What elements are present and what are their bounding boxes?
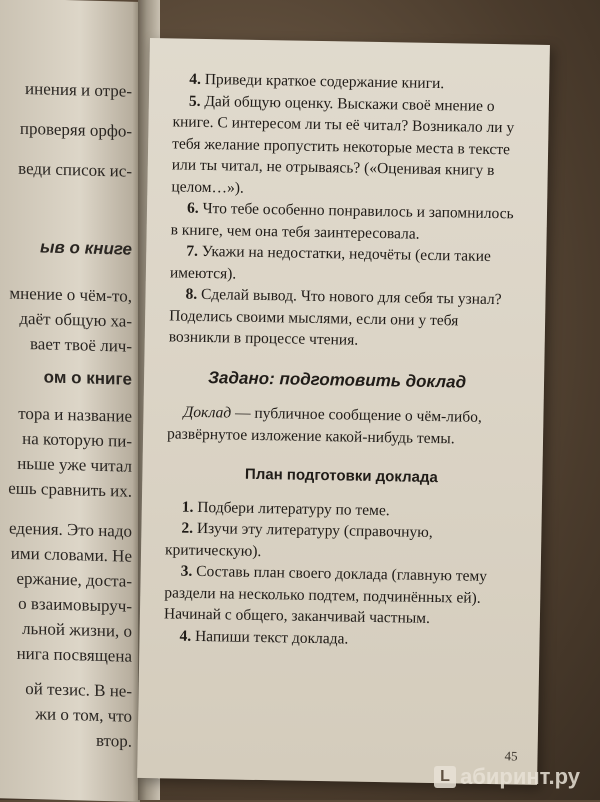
plan-item-text: Напиши текст доклада. [194,627,349,648]
page-number: 45 [504,748,518,764]
plan-item-number: 2. [181,519,194,537]
question-item-text: Что тебе особенно понравилось и запомнилось в книге, чем она тебя заинтересовала. [170,199,514,243]
left-page-line: о взаимовыруч- [18,593,132,616]
question-item-text: Дай общую оценку. Выскажи своё мнение о книге. С интересом ли ты её читал? Возникало ли у тебя желание пропустить некоторые места в тексте или ты читал, не отрываясь? («Оценивая книгу в целом…»). [171,92,515,197]
definition [167,401,518,450]
watermark [434,764,580,790]
left-page-line: льной жизни, о [22,618,132,641]
left-page [0,0,140,802]
plan-item-number: 1. [181,498,194,516]
left-page-line: мнение о чём-то, [9,283,132,306]
question-item-number: 7. [186,242,199,260]
left-page-line: ньше уже читал [17,453,132,476]
section-title: Задано: подготовить доклад [207,367,467,392]
plan-item-number: 3. [180,562,193,580]
question-item-text: Сделай вывод. Что нового для себя ты узнал? Поделись своими мыслями, если они у тебя возникли в процессе чтения. [168,285,502,349]
left-page-line: инения и отре- [25,78,132,101]
definition-term: Доклад [183,403,232,422]
question-item-text: Приведи краткое содержание книги. [204,70,445,93]
left-page-line: даёт общую ха- [19,308,132,331]
plan-item-number: 4. [179,627,192,645]
plan-list [163,496,516,653]
question-item [170,197,521,246]
question-item-number: 8. [185,285,198,303]
page-content [163,68,523,652]
plan-item [164,560,515,631]
left-page-line: ешь сравнить их. [8,478,132,501]
left-page-line: вает твоё лич- [30,334,132,356]
left-page-line: втор. [95,730,132,751]
left-page-line: ими словами. Не [10,543,132,566]
left-page-line: веди список ис- [18,158,132,181]
plan-item-text: Составь план своего доклада (главную тему раздели на несколько подтем, подчинённых ей). Начинай с общего, заканчивай частным. [163,562,488,627]
left-page-heading: ыв о книге [40,237,132,259]
plan-item [165,517,516,566]
left-page-line: ержание, доста- [16,568,132,591]
plan-item-text: Изучи эту литературу (справочную, критическую). [164,519,433,560]
question-list [169,68,524,354]
right-page [137,38,550,785]
plan-item-text: Подбери литературу по теме. [197,498,390,519]
question-item [171,90,523,204]
watermark-logo-icon: L [434,766,456,788]
question-item-number: 6. [186,199,199,217]
left-page-line: на которую пи- [22,428,132,451]
watermark-text: абиринт.ру [460,764,580,789]
left-page-line: проверяя орфо- [19,118,132,141]
left-page-line: нига посвящена [16,643,132,666]
question-item [169,283,520,354]
left-page-heading: ом о книге [43,367,132,389]
left-page-line: тора и название [18,403,132,426]
left-page-line: едения. Это надо [8,518,132,541]
plan-title: План подготовки доклада [244,465,438,487]
question-item-number: 4. [189,70,202,88]
left-page-line: ой тезис. В не- [25,678,132,701]
definition-text: — публичное сообщение о чём-либо, развёрнутое изложение какой-нибудь темы. [166,404,482,447]
question-item [170,240,521,289]
left-page-line: жи о том, что [35,704,132,726]
question-item-number: 5. [188,92,201,110]
question-item-text: Укажи на недостатки, недочёты (если такие имеются). [169,242,491,283]
